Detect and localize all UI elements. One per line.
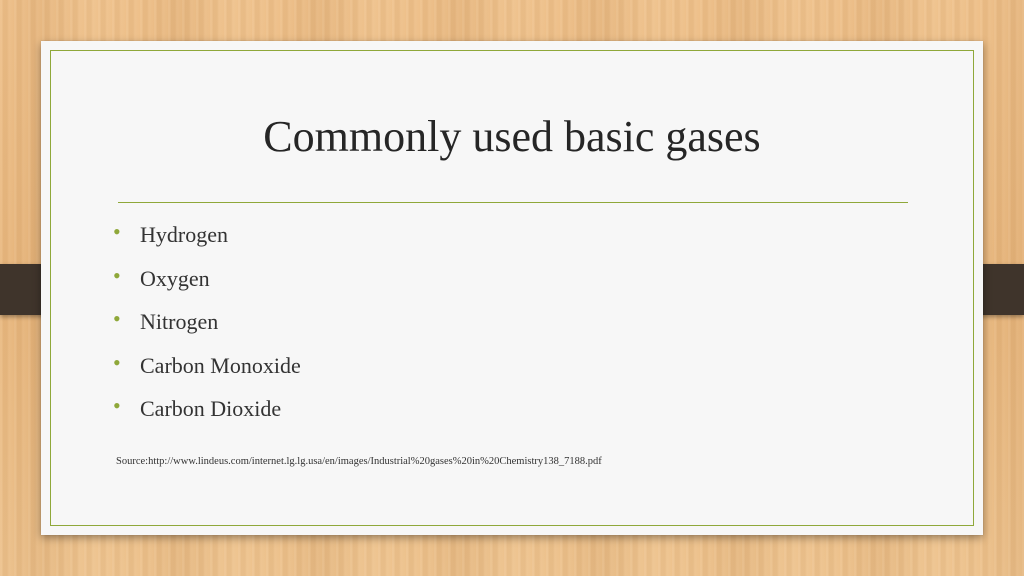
bullet-icon: • [113, 262, 121, 288]
bullet-icon: • [113, 393, 121, 418]
bullet-icon: • [113, 349, 121, 375]
bullet-list [113, 217, 301, 435]
list-item-label: Hydrogen [140, 222, 228, 247]
list-item [113, 348, 301, 392]
source-citation: Source:http://www.lindeus.com/internet.lg.lg.usa/en/images/Industrial%20gases%20in%20Chemistry138_7188.pdf [116, 456, 602, 467]
list-item-label: Oxygen [140, 265, 210, 291]
list-item [113, 217, 301, 261]
list-item-label: Nitrogen [140, 309, 219, 334]
slide-card [41, 41, 983, 535]
list-item-label: Carbon Dioxide [140, 396, 282, 421]
list-item-label: Carbon Monoxide [140, 352, 301, 378]
slide-title: Commonly used basic gases [263, 112, 761, 161]
list-item [113, 304, 301, 348]
title-divider [118, 202, 908, 203]
list-item [113, 261, 301, 305]
list-item [113, 391, 301, 435]
bullet-icon: • [113, 219, 121, 244]
bullet-icon: • [113, 306, 121, 331]
